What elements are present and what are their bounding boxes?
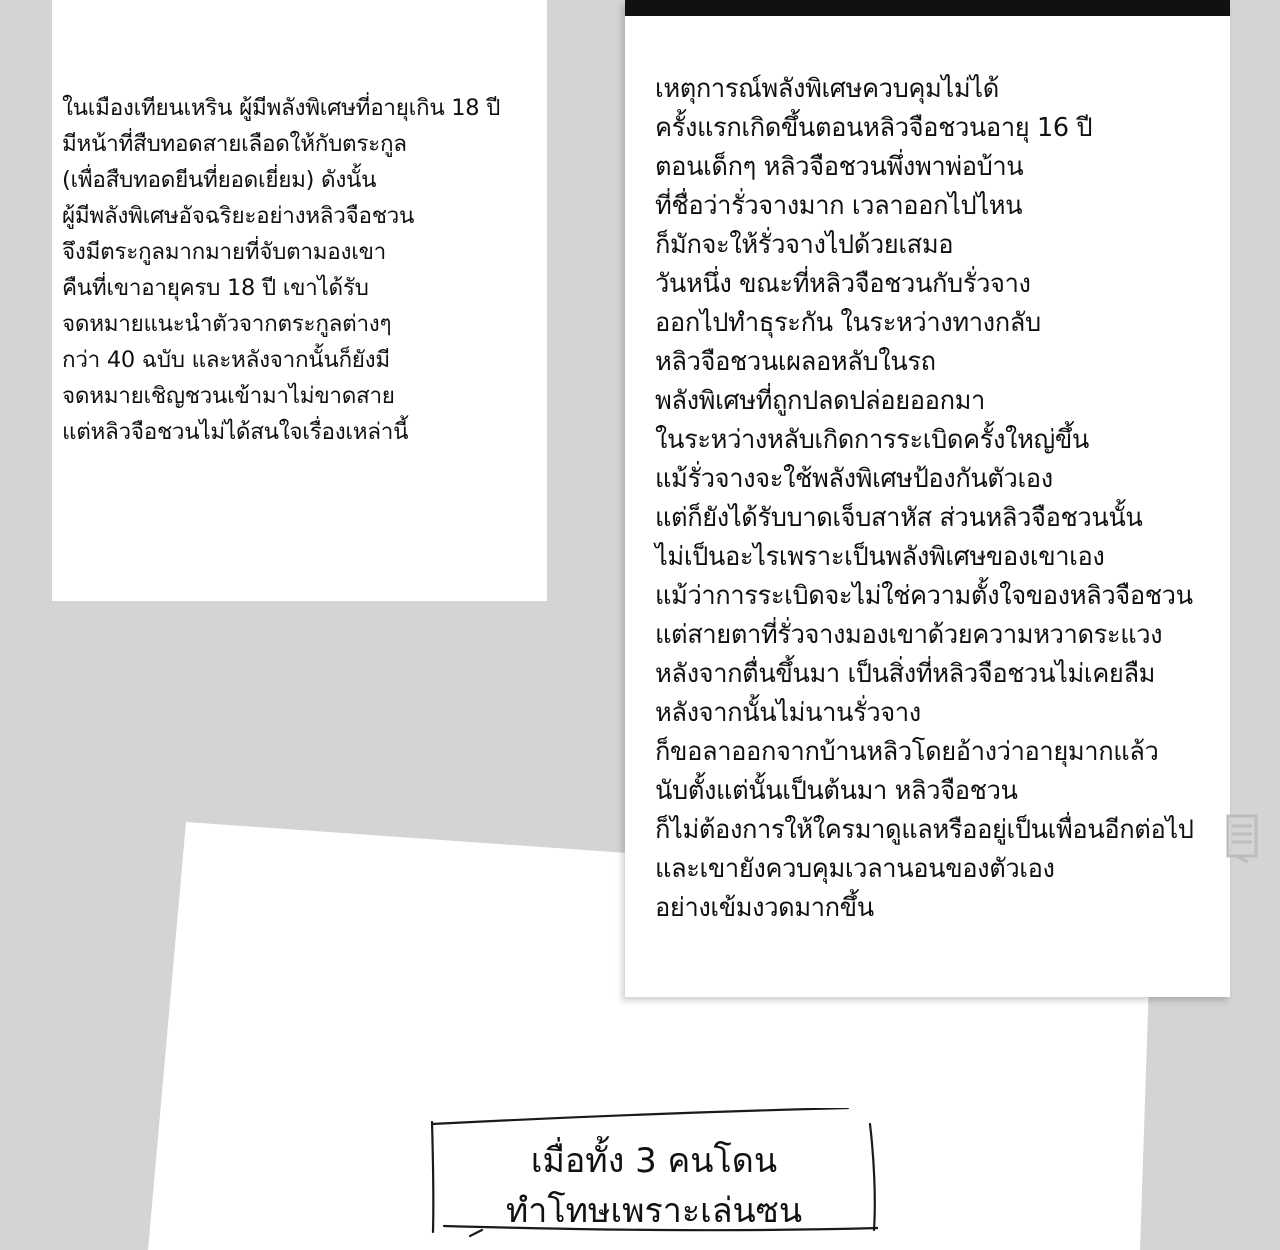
text-line: (เพื่อสืบทอดยีนที่ยอดเยี่ยม) ดังนั้น (62, 167, 377, 193)
text-line: แต่ก็ยังได้รับบาดเจ็บสาหัส ส่วนหลิวจือชวนนั้น (655, 503, 1143, 533)
text-line: จึงมีตระกูลมากมายที่จับตามองเขา (62, 239, 387, 265)
caption-line-2: ทำโทษเพราะเล่นซน (505, 1191, 803, 1231)
text-line: ออกไปทำธุระกัน ในระหว่างทางกลับ (655, 308, 1041, 338)
text-line: ก็ขอลาออกจากบ้านหลิวโดยอ้างว่าอายุมากแล้ว (655, 737, 1159, 767)
right-text-card (625, 0, 1230, 997)
text-line: ก็ไม่ต้องการให้ใครมาดูแลหรืออยู่เป็นเพื่อนอีกต่อไป (655, 815, 1194, 845)
text-line: หลิวจือชวนเผลอหลับในรถ (655, 347, 936, 377)
text-line: ผู้มีพลังพิเศษอัจฉริยะอย่างหลิวจือชวน (62, 203, 415, 229)
text-line: ในระหว่างหลับเกิดการระเบิดครั้งใหญ่ขึ้น (655, 425, 1089, 455)
watermark-icon (1224, 812, 1260, 864)
text-line: นับตั้งแต่นั้นเป็นต้นมา หลิวจือชวน (655, 776, 1018, 806)
caption-line-1: เมื่อทั้ง 3 คนโดน (530, 1141, 778, 1181)
text-line: วันหนึ่ง ขณะที่หลิวจือชวนกับรั่วจาง (655, 269, 1031, 299)
text-line: หลังจากนั้นไม่นานรั่วจาง (655, 698, 921, 728)
text-line: มีหน้าที่สืบทอดสายเลือดให้กับตระกูล (62, 131, 407, 157)
text-line: ตอนเด็กๆ หลิวจือชวนพึ่งพาพ่อบ้าน (655, 152, 1024, 182)
text-line: หลังจากตื่นขึ้นมา เป็นสิ่งที่หลิวจือชวนไม่เคยลืม (655, 659, 1156, 689)
right-card-text (655, 70, 1230, 928)
text-line: เหตุการณ์พลังพิเศษควบคุมไม่ได้ (655, 74, 999, 104)
text-line: ที่ชื่อว่ารั่วจางมาก เวลาออกไปไหน (655, 191, 1023, 221)
text-line: และเขายังควบคุมเวลานอนของตัวเอง (655, 854, 1055, 884)
text-line: ครั้งแรกเกิดขึ้นตอนหลิวจือชวนอายุ 16 ปี (655, 113, 1093, 143)
text-line: ไม่เป็นอะไรเพราะเป็นพลังพิเศษของเขาเอง (655, 542, 1105, 572)
text-line: จดหมายแนะนำตัวจากตระกูลต่างๆ (62, 311, 392, 337)
text-line: แม้รั่วจางจะใช้พลังพิเศษป้องกันตัวเอง (655, 464, 1053, 494)
text-line: ก็มักจะให้รั่วจางไปด้วยเสมอ (655, 230, 954, 260)
text-line: กว่า 40 ฉบับ และหลังจากนั้นก็ยังมี (62, 347, 390, 373)
text-line: แต่หลิวจือชวนไม่ได้สนใจเรื่องเหล่านี้ (62, 419, 409, 445)
text-line: อย่างเข้มงวดมากขึ้น (655, 893, 874, 923)
text-line: แต่สายตาที่รั่วจางมองเขาด้วยความหวาดระแวง (655, 620, 1163, 650)
text-line: จดหมายเชิญชวนเข้ามาไม่ขาดสาย (62, 383, 395, 409)
caption-box (430, 1108, 878, 1248)
text-line: ในเมืองเทียนเหริน ผู้มีพลังพิเศษที่อายุเกิน 18 ปี (62, 95, 501, 121)
header-bar (625, 0, 1230, 16)
text-line: พลังพิเศษที่ถูกปลดปล่อยออกมา (655, 386, 985, 416)
text-line: แม้ว่าการระเบิดจะไม่ใช่ความตั้งใจของหลิวจือชวน (655, 581, 1193, 611)
caption-text (430, 1136, 878, 1236)
text-line: คืนที่เขาอายุครบ 18 ปี เขาได้รับ (62, 275, 369, 301)
